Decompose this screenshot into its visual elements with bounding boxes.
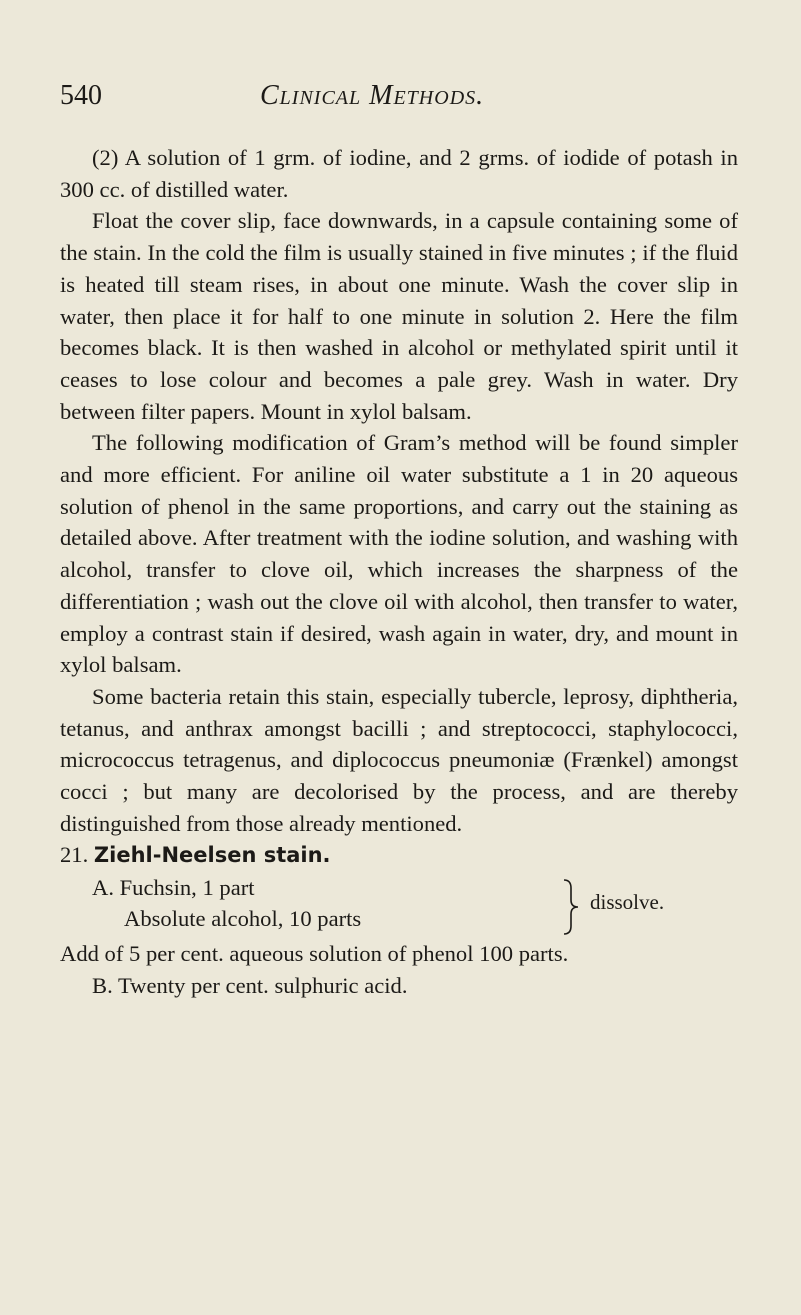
recipe-line-1-label: A. Fuchsin, xyxy=(92,875,197,901)
recipe-line-2-label: Absolute alcohol, xyxy=(124,906,284,932)
paragraph-bacteria: Some bacteria retain this stain, especially tubercle, leprosy, diphtheria, tetanus, and anthrax amongst bacilli ; and streptococci, staphylococci, micrococcus tetragenus, and diplococcus pneumoniæ (Frænkel) amongst cocci ; but many are decolorised by the process, and are thereby distinguished from those already mentioned. xyxy=(60,683,738,836)
section-title: Ziehl-Neelsen stain. xyxy=(93,843,331,868)
paragraph-item-b: B. Twenty per cent. sulphuric acid. xyxy=(92,972,408,998)
page-number: 540 xyxy=(60,80,102,111)
paragraph-add-phenol: Add of 5 per cent. aqueous solution of phenol 100 parts. xyxy=(60,941,569,967)
recipe-line-2 xyxy=(124,903,361,935)
running-title: Clinical Methods. xyxy=(260,80,485,111)
curly-brace-icon xyxy=(562,878,580,936)
paragraph-procedure: Float the cover slip, face downwards, in a capsule containing some of the stain. In the cold the film is usually stained in five minutes ; if the fluid is heated till steam rises, in about one minute. Wash the cover slip in water, then place it for half to one minute in solution 2. Here the film becomes black. It is then washed in alcohol or methylated spirit until it ceases to lose colour and becomes a pale grey. Wash in water. Dry between filter papers. Mount in xylol balsam. xyxy=(60,208,738,424)
body-text xyxy=(60,142,738,1002)
page-header xyxy=(60,74,760,114)
paragraph-modification: The following modification of Gram’s method will be found simpler and more efficient. For aniline oil water substitute a 1 in 20 aqueous solution of phenol in the same proportions, and carry out the staining as detailed above. After treatment with the iodine solution, and washing with alcohol, transfer to clove oil, which increases the sharpness of the differentiation ; wash out the clove oil with alcohol, then transfer to water, employ a contrast stain if desired, wash again in water, dry, and mount in xylol balsam. xyxy=(60,430,738,678)
recipe-instruction: dissolve. xyxy=(590,890,665,915)
recipe-block xyxy=(92,872,738,938)
recipe-line-2-qty: 10 parts xyxy=(289,906,362,932)
section-heading xyxy=(60,839,738,872)
recipe-line-1-qty: 1 part xyxy=(202,875,255,901)
section-number: 21. xyxy=(60,842,89,868)
paragraph-solution-2: (2) A solution of 1 grm. of iodine, and 2 grms. of iodide of potash in 300 cc. of distilled water. xyxy=(60,145,738,202)
recipe-line-1 xyxy=(92,872,255,904)
